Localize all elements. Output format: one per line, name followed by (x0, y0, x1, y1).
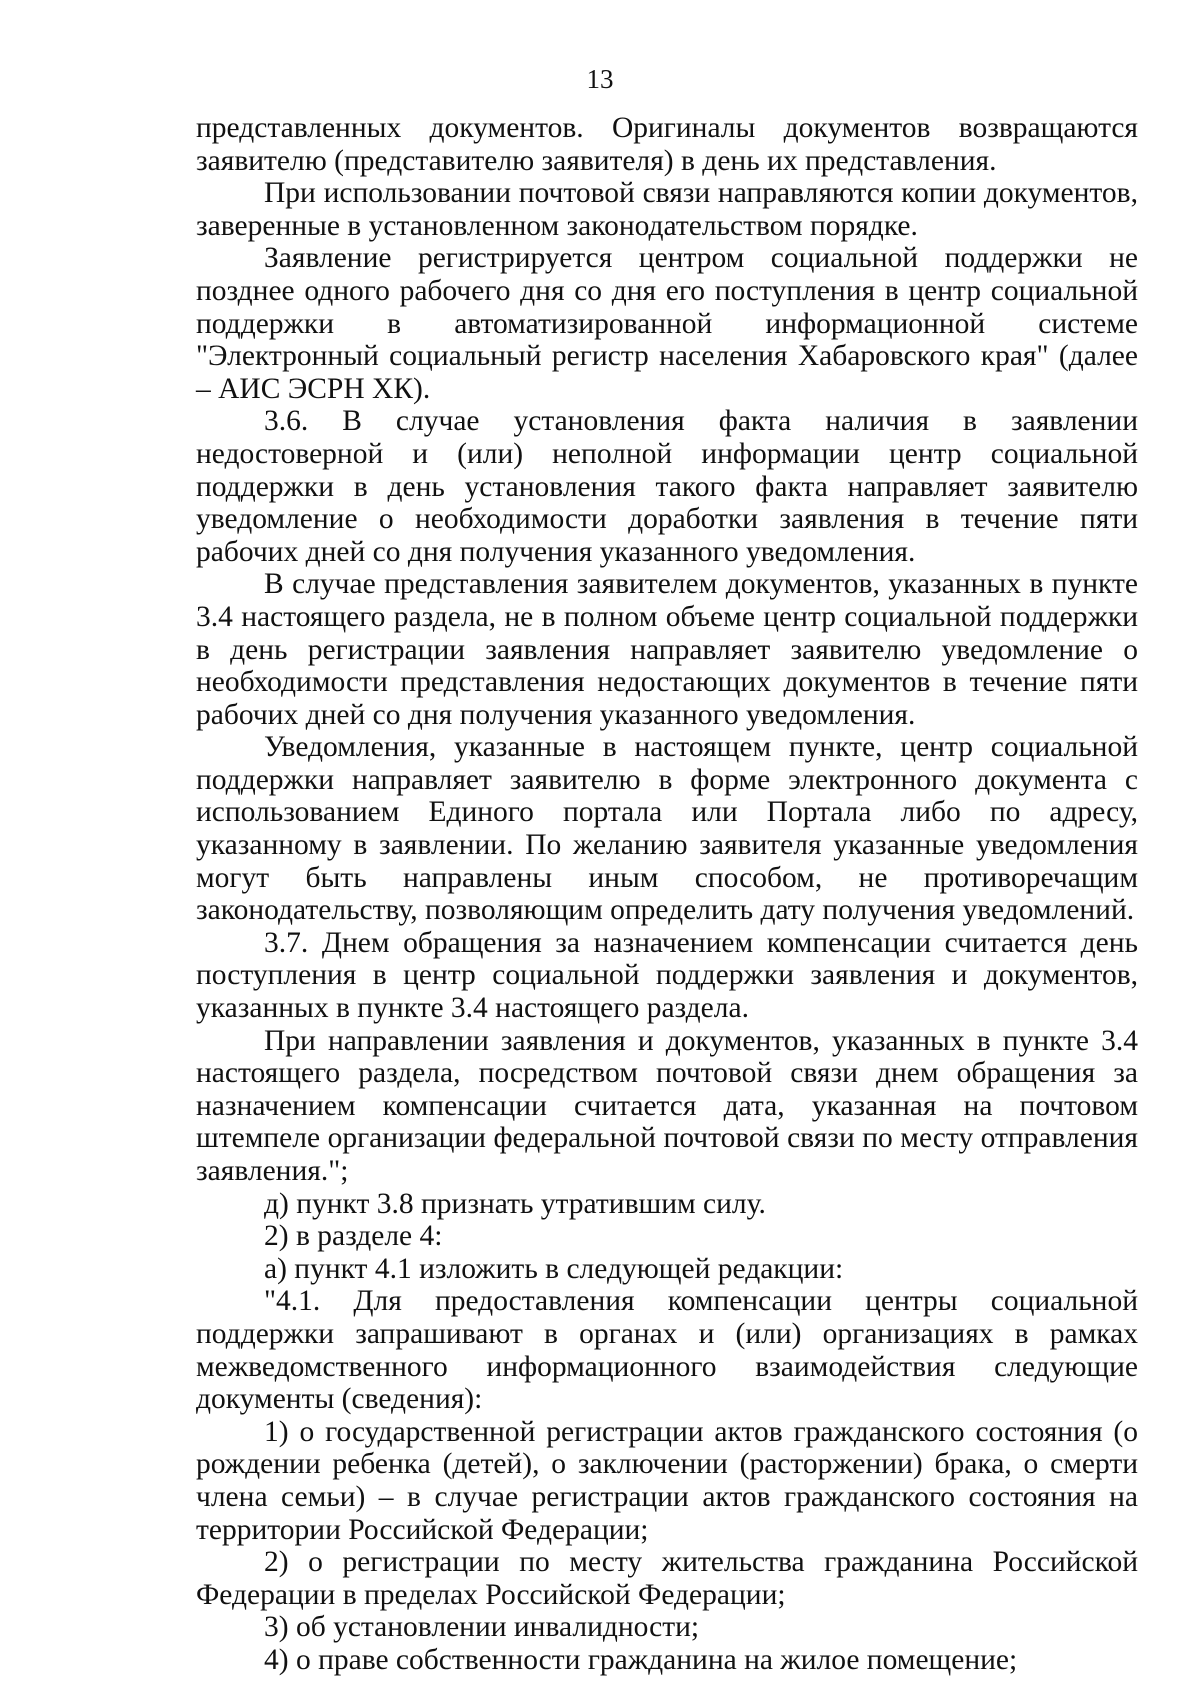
page-number: 13 (586, 64, 614, 94)
paragraph: Уведомления, указанные в настоящем пункте, центр социальной поддержки направляет заявителю в форме электронного документа с использованием Единого портала или Портала либо по адресу, указанному в заявлении. По желанию заявителя указанные уведомления могут быть направлены иным способом, не противоречащим законодательству, позволяющим определить дату получения уведомлений. (196, 731, 1138, 927)
paragraph: Заявление регистрируется центром социальной поддержки не позднее одного рабочего дня со дня его поступления в центр социальной поддержки в автоматизированной информационной системе "Электронный социальный регистр населения Хабаровского края" (далее – АИС ЭСРН ХК). (196, 242, 1138, 405)
paragraph: В случае представления заявителем документов, указанных в пункте 3.4 настоящего раздела, не в полном объеме центр социальной поддержки в день регистрации заявления направляет заявителю уведомление о необходимости представления недостающих документов в течение пяти рабочих дней со дня получения указанного уведомления. (196, 568, 1138, 731)
document-body (196, 112, 1138, 1677)
paragraph: 2) о регистрации по месту жительства гражданина Российской Федерации в пределах Российской Федерации; (196, 1546, 1138, 1611)
paragraph: 4) о праве собственности гражданина на жилое помещение; (264, 1643, 1018, 1676)
paragraph: 3.6. В случае установления факта наличия в заявлении недостоверной и (или) неполной информации центр социальной поддержки в день установления такого факта направляет заявителю уведомление о необходимости доработки заявления в течение пяти рабочих дней со дня получения указанного уведомления. (196, 405, 1138, 568)
paragraph: 2) в разделе 4: (264, 1220, 443, 1253)
paragraph: 3.7. Днем обращения за назначением компенсации считается день поступления в центр социальной поддержки заявления и документов, указанных в пункте 3.4 настоящего раздела. (196, 926, 1138, 1025)
paragraph: представленных документов. Оригиналы документов возвращаются заявителю (представителю заявителя) в день их представления. (196, 112, 1138, 177)
paragraph: "4.1. Для предоставления компенсации центры социальной поддержки запрашивают в органах и (или) организациях в рамках межведомственного информационного взаимодействия следующие документы (сведения): (196, 1285, 1138, 1416)
paragraph: При использовании почтовой связи направляются копии документов, заверенные в установленном законодательством порядке. (196, 177, 1138, 242)
paragraph: 3) об установлении инвалидности; (264, 1611, 700, 1644)
paragraph: 1) о государственной регистрации актов гражданского состояния (о рождении ребенка (детей), о заключении (расторжении) брака, о смерти члена семьи) – в случае регистрации актов гражданского состояния на территории Российской Федерации; (196, 1415, 1138, 1546)
paragraph: а) пункт 4.1 изложить в следующей редакции: (264, 1252, 844, 1285)
paragraph: При направлении заявления и документов, указанных в пункте 3.4 настоящего раздела, посредством почтовой связи днем обращения за назначением компенсации считается дата, указанная на почтовом штемпеле организации федеральной почтовой связи по месту отправления заявления."; (196, 1024, 1138, 1187)
paragraph: д) пункт 3.8 признать утратившим силу. (264, 1187, 766, 1220)
